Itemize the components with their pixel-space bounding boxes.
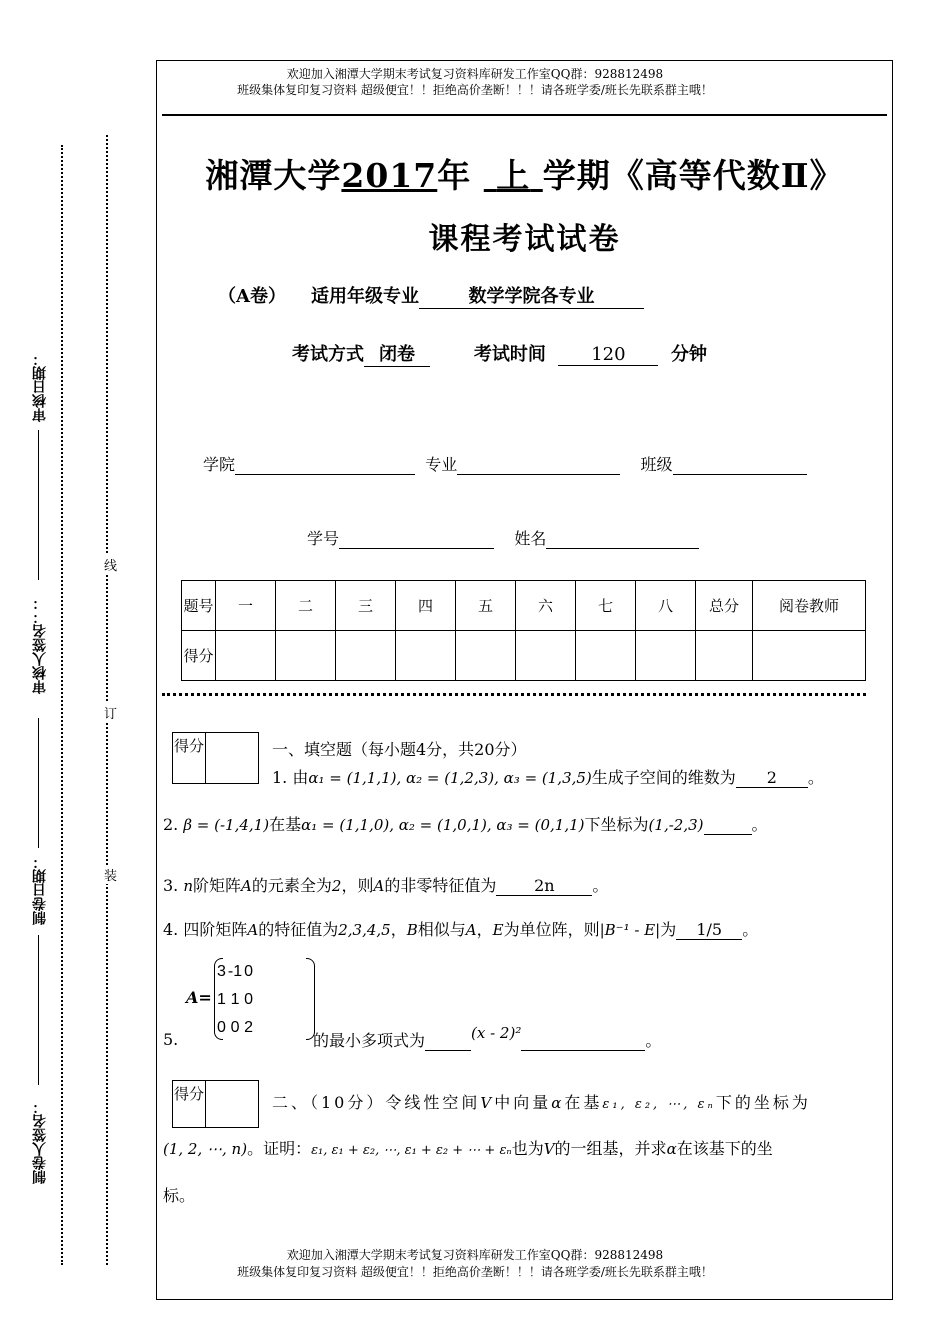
score-cell[interactable] (576, 631, 636, 681)
matrix-a-label: A= (186, 988, 212, 1007)
col-5: 五 (456, 581, 516, 631)
maker-date-label: 制卷日期： (32, 855, 48, 925)
matrix-cell: 0 (244, 963, 254, 980)
header-ad-line2: 班级集体复印复习资料 超级便宜！！拒绝高价垄断！！！请各班学委/班长先联系群主哦！ (237, 83, 713, 97)
matrix-cell: 0 (217, 1019, 226, 1036)
score-cell[interactable] (696, 631, 753, 681)
section2-line3: 标。 (163, 1186, 196, 1205)
section1-score-input[interactable] (206, 733, 258, 783)
class-field[interactable] (673, 455, 807, 475)
question-4: 4. 四阶矩阵A的特征值为2,3,4,5，B相似与A，E为单位阵，则|B⁻¹ - E|为 1/5 。 (163, 920, 759, 939)
matrix-cell: 2 (244, 1019, 254, 1036)
header-ad-line1: 欢迎加入湘潭大学期末考试复习资料库研发工作室QQ群：928812498 (286, 67, 664, 81)
student-id-field[interactable] (339, 529, 494, 549)
score-table (181, 580, 866, 681)
score-cell[interactable] (396, 631, 456, 681)
score-box-label: 得分 (173, 1081, 206, 1127)
review-date-line (38, 430, 39, 580)
binding-char-ding: 订 (104, 703, 117, 722)
section2-line1: 二、（10分）令线性空间V中向量α在基ε₁, ε₂, ⋯, εₙ下的坐标为 (272, 1093, 811, 1112)
score-cell[interactable] (336, 631, 396, 681)
section1-heading: 一、填空题（每小题4分，共20分） (272, 740, 527, 759)
score-cell[interactable] (276, 631, 336, 681)
student-info-row1: 学院 专业 班级 (203, 452, 807, 475)
matrix-cell: 1 (217, 991, 226, 1008)
major-field[interactable] (457, 455, 620, 475)
score-cell[interactable] (456, 631, 516, 681)
review-date-label: 审核日期： (32, 352, 48, 422)
student-info-row2: 学号 姓名 (307, 526, 699, 549)
grade-row: （A卷） 适用年级专业 数学学院各专业 (218, 282, 644, 309)
col-total: 总分 (696, 581, 753, 631)
binding-dotted-line-outer (61, 145, 63, 1265)
cut-line (162, 693, 866, 696)
student-name-field[interactable] (546, 529, 699, 549)
question-1: 1. 由α₁ = (1,1,1), α₂ = (1,2,3), α₃ = (1,3,5)生成子空间的维数为 2 。 (272, 768, 824, 787)
question-3: 3. n阶矩阵A的元素全为2，则A的非零特征值为 2n 。 (163, 876, 609, 895)
col-2: 二 (276, 581, 336, 631)
section2-score-box (172, 1080, 259, 1128)
reviewer-sign-line (38, 718, 39, 848)
section2-line2: (1, 2, ⋯, n)。证明：ε₁, ε₁ + ε₂, ⋯, ε₁ + ε₂ + ⋯ + εₙ也为V的一组基，并求α在该基下的坐 (163, 1139, 773, 1158)
score-cell[interactable] (516, 631, 576, 681)
reviewer-sign-label: 审核人签名：： (32, 596, 48, 694)
header-question-no: 题号 (182, 581, 216, 631)
matrix-cell: 3 (217, 963, 226, 980)
score-cell[interactable] (636, 631, 696, 681)
section1-score-box (172, 732, 259, 784)
row-score-label: 得分 (182, 631, 216, 681)
footer-ad-line2: 班级集体复印复习资料 超级便宜！！拒绝高价垄断！！！请各班学委/班长先联系群主哦！ (237, 1265, 713, 1279)
binding-dotted-line-inner (106, 135, 108, 1265)
binding-char-zhuang: 装 (104, 865, 117, 884)
matrix-cell: -1 (227, 963, 243, 980)
matrix-cell: 0 (244, 991, 254, 1008)
matrix-cell: 1 (230, 991, 240, 1008)
maker-date-line (38, 935, 39, 1085)
col-3: 三 (336, 581, 396, 631)
col-7: 七 (576, 581, 636, 631)
col-8: 八 (636, 581, 696, 631)
exam-title: 湘潭大学2017年 上 学期《高等代数Ⅱ》 (205, 156, 844, 195)
col-grader: 阅卷教师 (753, 581, 866, 631)
question-5-number: 5. (163, 1030, 179, 1049)
score-cell[interactable] (216, 631, 276, 681)
college-field[interactable] (235, 455, 415, 475)
question-2: 2. β = (-1,4,1)在基α₁ = (1,1,0), α₂ = (1,0,1), α₃ = (0,1,1)下坐标为(1,-2,3) 。 (163, 815, 768, 834)
col-1: 一 (216, 581, 276, 631)
question-5: 的最小多项式为 (x - 2)² 。 (313, 1024, 662, 1050)
section2-score-input[interactable] (206, 1081, 258, 1127)
score-box-label: 得分 (173, 733, 206, 783)
footer-ad-line1: 欢迎加入湘潭大学期末考试复习资料库研发工作室QQ群：928812498 (286, 1248, 664, 1262)
maker-sign-label: 制卷人签名： (32, 1100, 48, 1184)
exam-mode-row: 考试方式 闭卷 考试时间 120 分钟 (292, 340, 707, 367)
binding-char-xian: 线 (104, 555, 117, 574)
header-rule (162, 114, 887, 116)
matrix-cell: 0 (230, 1019, 240, 1036)
score-cell[interactable] (753, 631, 866, 681)
col-4: 四 (396, 581, 456, 631)
col-6: 六 (516, 581, 576, 631)
exam-subtitle: 课程考试试卷 (428, 222, 621, 257)
